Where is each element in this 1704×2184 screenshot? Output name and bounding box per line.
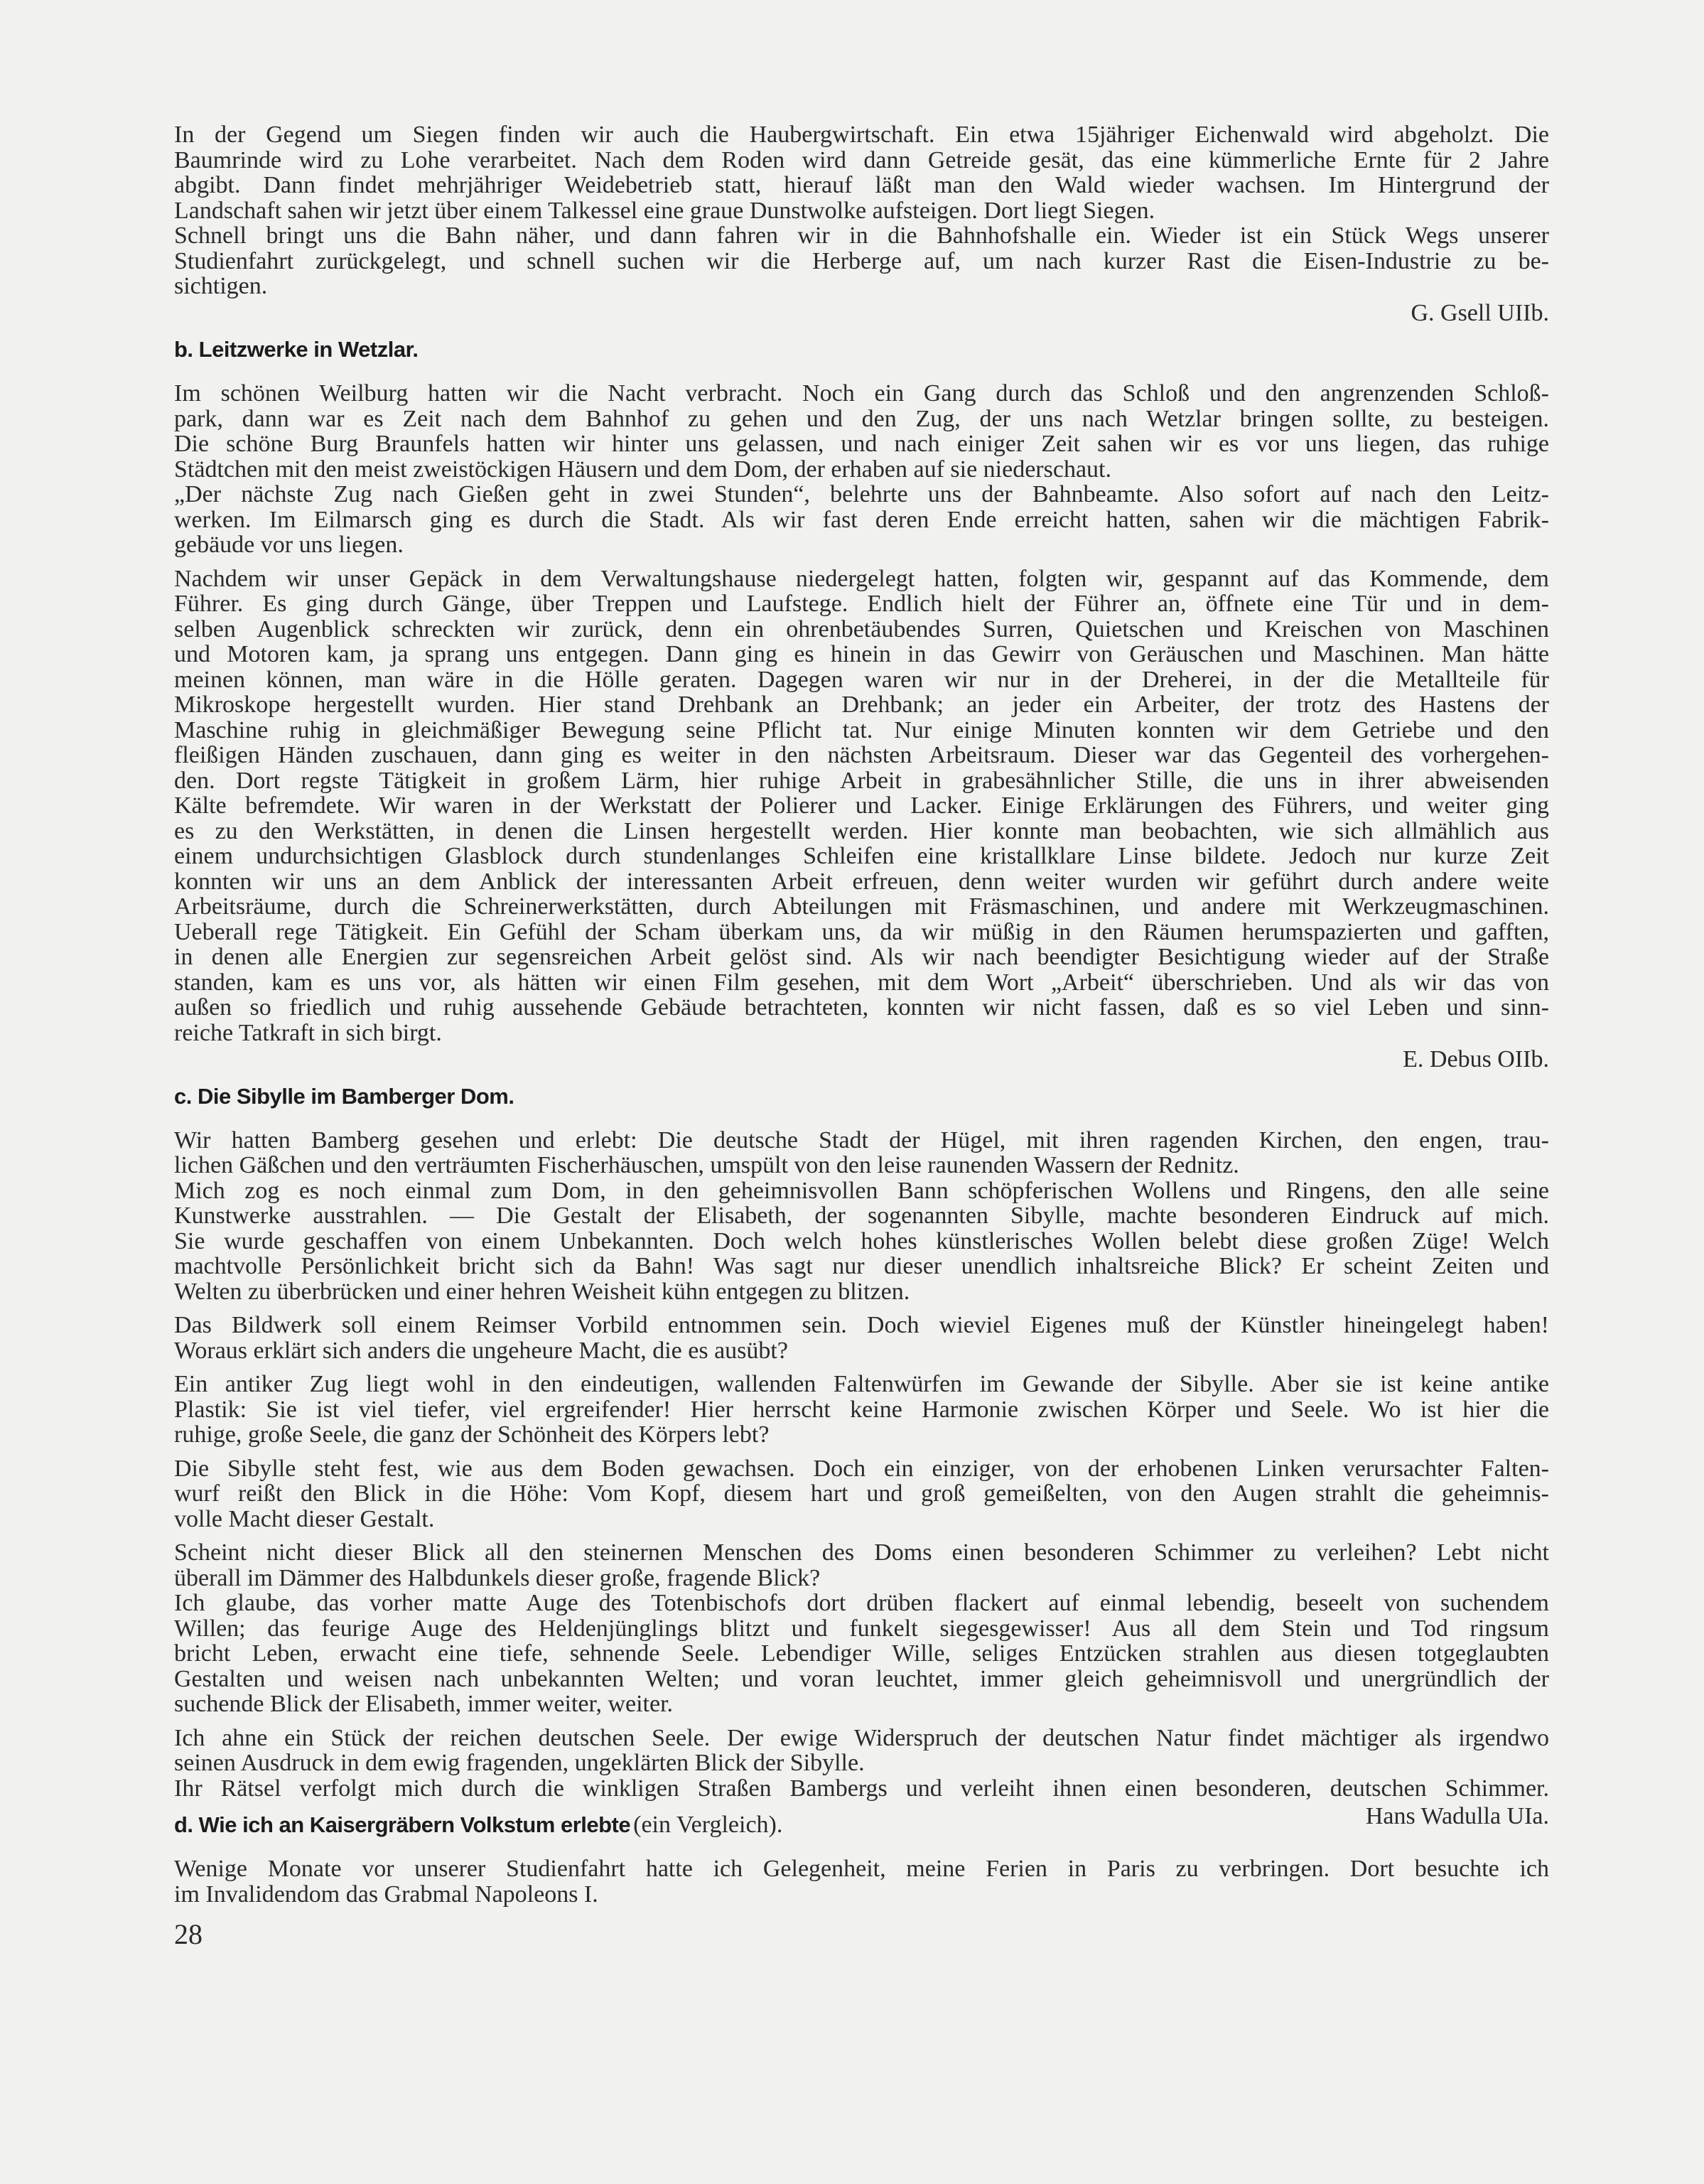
text-line: Maschine ruhig in gleichmäßiger Bewegung seine Pflicht tat. Nur einige Minuten konnten wir dem Getriebe und den (174, 716, 1549, 743)
section-heading (174, 1803, 1549, 1844)
text-line: außen so friedlich und ruhig aussehende Gebäude betrachteten, konnten wir nicht fassen, daß es so viel Leben und sinn- (174, 994, 1549, 1021)
article-section (174, 1803, 1549, 1908)
paragraph (174, 1178, 1549, 1305)
text-line: In der Gegend um Siegen finden wir auch die Haubergwirtschaft. Ein etwa 15jähriger Eichenwald wird abgeholzt. Die (174, 122, 1549, 148)
text-line: gebäude vor uns liegen. (174, 532, 404, 558)
section-heading-note: (ein Vergleich). (633, 1812, 783, 1838)
text-line: Wenige Monate vor unserer Studienfahrt hatte ich Gelegenheit, meine Ferien in Paris zu verbringen. Dort besuchte ich (174, 1856, 1549, 1882)
paragraph (174, 1726, 1549, 1776)
text-line: Willen; das feurige Auge des Heldenjünglings blitzt und funkelt siegesgewisser! Aus all dem Stein und Tod ringsum (174, 1615, 1549, 1642)
text-line: reiche Tatkraft in sich birgt. (174, 1019, 442, 1046)
paragraph (174, 1856, 1549, 1907)
text-line: Studienfahrt zurückgelegt, und schnell suchen wir die Herberge auf, um nach kurzer Rast die Eisen-Industrie zu be- (174, 247, 1549, 274)
text-line: Im schönen Weilburg hatten wir die Nacht verbracht. Noch ein Gang durch das Schloß und den angrenzenden Schloß- (174, 380, 1549, 407)
text-line: Landschaft sahen wir jetzt über einem Talkessel eine graue Dunstwolke aufsteigen. Dort liegt Siegen. (174, 197, 1155, 224)
article-section (174, 1082, 1549, 1802)
paragraph (174, 1540, 1549, 1591)
text-line: fleißigen Händen zuschauen, dann ging es weiter in den nächsten Arbeitsraum. Dieser war das Gegenteil des vorhergehen- (174, 742, 1549, 768)
text-line: Das Bildwerk soll einem Reimser Vorbild entnommen sein. Doch wieviel Eigenes muß der Künstler hineingelegt haben! (174, 1312, 1549, 1338)
text-line: Gestalten und weisen nach unbekannten Welten; und voran leuchtet, immer gleich geheimnisvoll und unergründlich der (174, 1665, 1549, 1692)
text-line: Wir hatten Bamberg gesehen und erlebt: Die deutsche Stadt der Hügel, mit ihren ragenden Kirchen, den engen, trau- (174, 1126, 1549, 1153)
text-line: Nachdem wir unser Gepäck in dem Verwaltungshause niedergelegt hatten, folgten wir, gespannt auf das Kommende, dem (174, 565, 1549, 592)
paragraph (174, 122, 1549, 223)
text-line: machtvolle Persönlichkeit bricht sich da Bahn! Was sagt nur dieser unendlich inhaltsreiche Blick? Er scheint Zeiten und (174, 1253, 1549, 1279)
text-line: Scheint nicht dieser Blick all den steinernen Menschen des Doms einen besonderen Schimmer zu verleihen? Lebt nicht (174, 1539, 1549, 1566)
text-line: suchende Blick der Elisabeth, immer weiter, weiter. (174, 1691, 674, 1717)
text-line: einem undurchsichtigen Glasblock durch stundenlanges Schleifen eine kristallklare Linse bildete. Jedoch nur kurze Zeit (174, 843, 1549, 869)
paragraph (174, 381, 1549, 482)
text-line: Schnell bringt uns die Bahn näher, und dann fahren wir in die Bahnhofshalle ein. Wieder ist ein Stück Wegs unserer (174, 222, 1549, 249)
text-line: Kunstwerke ausstrahlen. — Die Gestalt der Elisabeth, der sogenannten Sibylle, machte besonderen Eindruck auf mich. (174, 1203, 1549, 1229)
text-line: Ich ahne ein Stück der reichen deutschen Seele. Der ewige Widerspruch der deutschen Natur findet mächtiger als irgendwo (174, 1724, 1549, 1751)
text-line: park, dann war es Zeit nach dem Bahnhof zu gehen und den Zug, der uns nach Wetzlar bringen sollte, zu besteigen. (174, 405, 1549, 432)
text-line: überall im Dämmer des Halbdunkels dieser große, fragende Blick? (174, 1564, 821, 1591)
text-line: Mikroskope hergestellt wurden. Hier stand Drehbank an Drehbank; an jeder ein Arbeiter, der trotz des Hastens der (174, 692, 1549, 718)
author-signature: E. Debus OIIb. (1403, 1046, 1549, 1072)
text-line: den. Dort regste Tätigkeit in großem Lärm, hier ruhige Arbeit in grabesähnlicher Stille, die uns in ihrer abweisenden (174, 767, 1549, 794)
text-line: ruhige, große Seele, die ganz der Schönheit des Körpers lebt? (174, 1421, 770, 1448)
text-line: Ein antiker Zug liegt wohl in den eindeutigen, wallenden Faltenwürfen im Gewande der Sibylle. Aber sie ist keine antike (174, 1371, 1549, 1397)
author-signature: Hans Wadulla UIa. (1365, 1803, 1549, 1829)
text-line: und Motoren kam, ja sprang uns entgegen. Dann ging es hinein in das Gewirr von Geräuschen und Maschinen. Man hätte (174, 641, 1549, 667)
text-line: Ihr Rätsel verfolgt mich durch die winkligen Straßen Bambergs und verleiht ihnen einen besonderen, deutschen Schimmer. (174, 1775, 1549, 1802)
text-line: Mich zog es noch einmal zum Dom, in den geheimnisvollen Bann schöpferischen Wollens und Ringens, den alle seine (174, 1177, 1549, 1204)
text-line: volle Macht dieser Gestalt. (174, 1505, 435, 1532)
paragraph (174, 1372, 1549, 1448)
text-line: meinen können, man wäre in die Hölle geraten. Dagegen waren wir nur in der Dreherei, in der die Metallteile für (174, 666, 1549, 693)
text-line: Kälte befremdete. Wir waren in der Werkstatt der Polierer und Lacker. Einige Erklärungen des Führers, und weiter ging (174, 792, 1549, 819)
text-line: Sie wurde geschaffen von einem Unbekannten. Doch welch hohes künstlerisches Wollen belebt diese großen Züge! Welch (174, 1227, 1549, 1254)
author-signature: G. Gsell UIIb. (1411, 299, 1549, 326)
text-line: selben Augenblick schreckten wir zurück, denn ein ohrenbetäubendes Surren, Quietschen und Kreischen von Maschinen (174, 615, 1549, 642)
text-line: Woraus erklärt sich anders die ungeheure Macht, die es ausübt? (174, 1337, 788, 1364)
text-line: sichtigen. (174, 273, 268, 299)
text-line: Die schöne Burg Braunfels hatten wir hinter uns gelassen, und nach einiger Zeit sahen wir es vor uns liegen, das ruhige (174, 431, 1549, 457)
text-line: im Invalidendom das Grabmal Napoleons I. (174, 1881, 598, 1908)
article-section (174, 122, 1549, 326)
text-line: lichen Gäßchen und den verträumten Fischerhäuschen, umspült von den leise raunenden Wassern der Rednitz. (174, 1152, 1239, 1178)
section-heading-title: d. Wie ich an Kaisergräbern Volkstum erlebte (174, 1812, 631, 1837)
paragraph (174, 223, 1549, 299)
section-heading-title: c. Die Sibylle im Bamberger Dom. (174, 1083, 514, 1109)
text-line: konnten wir uns an dem Anblick der interessanten Arbeit erfreuen, denn weiter wurden wir geführt durch andere weite (174, 868, 1549, 895)
text-line: Städtchen mit den meist zweistöckigen Häusern und dem Dom, der erhaben auf sie niederschaut. (174, 456, 1111, 483)
document-body (174, 122, 1549, 1907)
paragraph (174, 482, 1549, 558)
section-heading (174, 1082, 1549, 1115)
text-line: Ueberall rege Tätigkeit. Ein Gefühl der Scham überkam uns, da wir müßig in den Räumen herumspazierten und gafften, (174, 918, 1549, 945)
paragraph (174, 1776, 1549, 1802)
paragraph (174, 1313, 1549, 1363)
section-heading-title: b. Leitzwerke in Wetzlar. (174, 337, 419, 362)
paragraph (174, 566, 1549, 1046)
text-line: „Der nächste Zug nach Gießen geht in zwei Stunden“, belehrte uns der Bahnbeamte. Also sofort auf nach den Leitz- (174, 481, 1549, 507)
section-heading (174, 335, 1549, 368)
text-line: Die Sibylle steht fest, wie aus dem Boden gewachsen. Doch ein einziger, von der erhobenen Linken verursachter Falten- (174, 1455, 1549, 1482)
text-line: standen, kam es uns vor, als hätten wir einen Film gesehen, mit dem Wort „Arbeit“ überschrieben. Und als wir das von (174, 969, 1549, 996)
paragraph (174, 1128, 1549, 1178)
paragraph (174, 1456, 1549, 1532)
text-line: es zu den Werkstätten, in denen die Linsen hergestellt werden. Hier konnte man beobachten, wie sich allmählich aus (174, 817, 1549, 844)
paragraph (174, 1591, 1549, 1717)
text-line: Welten zu überbrücken und einer hehren Weisheit kühn entgegen zu blitzen. (174, 1278, 910, 1305)
article-section (174, 335, 1549, 1072)
text-line: Arbeitsräume, durch die Schreinerwerkstätten, durch Abteilungen mit Fräsmaschinen, und andere mit Werkzeugmaschinen. (174, 893, 1549, 920)
text-line: in denen alle Energien zur segensreichen Arbeit gelöst sind. Als wir nach beendigter Besichtigung wieder auf der Straße (174, 944, 1549, 970)
text-line: werken. Im Eilmarsch ging es durch die Stadt. Als wir fast deren Ende erreicht hatten, sahen wir die mächtigen Fabrik- (174, 506, 1549, 533)
page-number: 28 (174, 1918, 203, 1950)
text-line: Ich glaube, das vorher matte Auge des Totenbischofs dort drüben flackert auf einmal lebendig, beseelt von suchendem (174, 1590, 1549, 1616)
text-line: Plastik: Sie ist viel tiefer, viel ergreifender! Hier herrscht keine Harmonie zwischen Körper und Seele. Wo ist hier die (174, 1396, 1549, 1423)
text-line: Führer. Es ging durch Gänge, über Treppen und Laufstege. Endlich hielt der Führer an, öffnete eine Tür und in dem- (174, 591, 1549, 617)
text-line: seinen Ausdruck in dem ewig fragenden, ungeklärten Blick der Sibylle. (174, 1750, 865, 1776)
text-line: abgibt. Dann findet mehrjähriger Weidebetrieb statt, hierauf läßt man den Wald wieder wachsen. Im Hintergrund der (174, 172, 1549, 198)
text-line: Baumrinde wird zu Lohe verarbeitet. Nach dem Roden wird dann Getreide gesät, das eine kümmerliche Ernte für 2 Jahre (174, 146, 1549, 173)
text-line: bricht Leben, erwacht eine tiefe, sehnende Seele. Lebendiger Wille, seliges Entzücken strahlen aus diesen totgeglaubten (174, 1640, 1549, 1667)
text-line: wurf reißt den Blick in die Höhe: Vom Kopf, diesem hart und groß gemeißelten, von den Augen strahlt die geheimnis- (174, 1480, 1549, 1507)
